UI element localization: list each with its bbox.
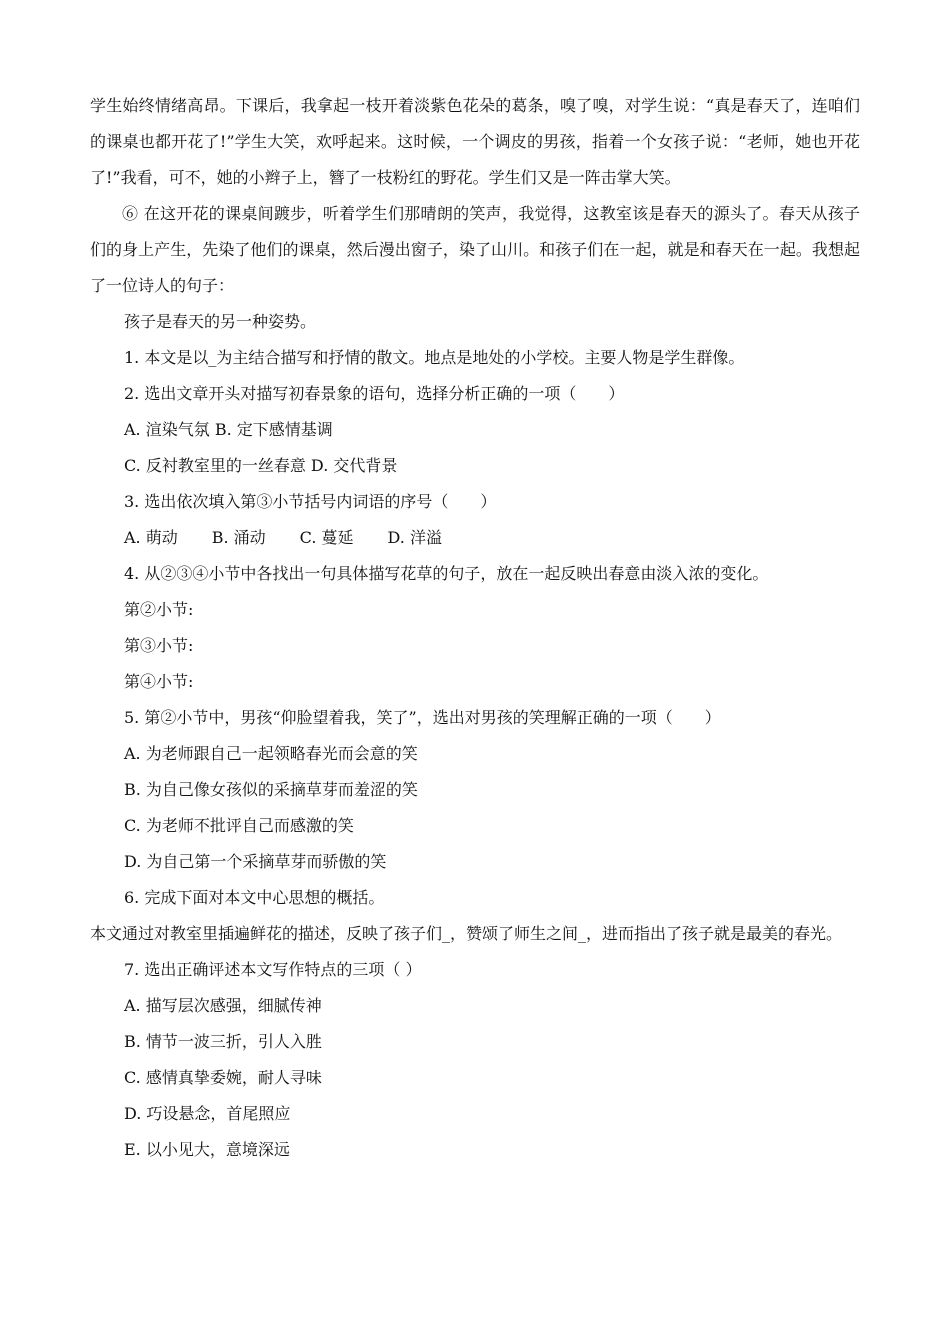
- question-6-stem: 6. 完成下面对本文中心思想的概括。: [124, 888, 385, 907]
- question-4-section-2: 第②小节:: [124, 600, 194, 619]
- question-2-options-ab: A. 渲染气氛 B. 定下感情基调: [124, 420, 333, 439]
- question-5-option-d: D. 为自己第一个采摘草芽而骄傲的笑: [124, 852, 387, 871]
- question-1: 1. 本文是以_为主结合描写和抒情的散文。地点是地处的小学校。主要人物是学生群像。: [124, 348, 745, 367]
- question-3-option-b: B. 涌动: [211, 528, 266, 547]
- question-7-option-c: C. 感情真挚委婉，耐人寻味: [124, 1068, 322, 1087]
- question-3-stem: 3. 选出依次填入第③小节括号内词语的序号（ ）: [124, 492, 497, 511]
- passage-paragraph-6: ⑥ 在这开花的课桌间踱步，听着学生们那晴朗的笑声，我觉得，这教室该是春天的源头了。春天从孩子们的身上产生，先染了他们的课桌，然后漫出窗子，染了山川。和孩子们在一起，就是和春天在一起。我想起了一位诗人的句子：: [90, 204, 860, 295]
- question-3-option-a: A. 萌动: [124, 528, 178, 547]
- question-3-option-c: C. 蔓延: [299, 528, 354, 547]
- question-7-option-e: E. 以小见大，意境深远: [124, 1140, 290, 1159]
- question-4-stem: 4. 从②③④小节中各找出一句具体描写花草的句子，放在一起反映出春意由淡入浓的变化。: [124, 564, 769, 583]
- question-5-option-b: B. 为自己像女孩似的采摘草芽而羞涩的笑: [124, 780, 418, 799]
- question-3-option-d: D. 洋溢: [387, 528, 442, 547]
- question-7-option-b: B. 情节一波三折，引人入胜: [124, 1032, 322, 1051]
- question-6-body: 本文通过对教室里插遍鲜花的描述，反映了孩子们_，赞颂了师生之间_，进而指出了孩子就是最美的春光。: [90, 924, 843, 943]
- question-5-option-a: A. 为老师跟自己一起领略春光而会意的笑: [124, 744, 418, 763]
- question-7-option-a: A. 描写层次感强，细腻传神: [124, 996, 322, 1015]
- question-4-section-3: 第③小节:: [124, 636, 194, 655]
- poem-quote: 孩子是春天的另一种姿势。: [124, 312, 317, 331]
- question-7-option-d: D. 巧设悬念，首尾照应: [124, 1104, 291, 1123]
- question-7-stem: 7. 选出正确评述本文写作特点的三项（ ）: [124, 960, 422, 979]
- question-4-section-4: 第④小节:: [124, 672, 194, 691]
- question-2-stem: 2. 选出文章开头对描写初春景象的语句，选择分析正确的一项（ ）: [124, 384, 625, 403]
- question-5-option-c: C. 为老师不批评自己而感激的笑: [124, 816, 354, 835]
- passage-paragraph-1: 学生始终情绪高昂。下课后，我拿起一枝开着淡紫色花朵的葛条，嗅了嗅，对学生说：“真是春天了，连咱们的课桌也都开花了!”学生大笑，欢呼起来。这时候，一个调皮的男孩，指着一个女孩子说：“老师，她也开花了!”我看，可不，她的小辫子上，簪了一枝粉红的野花。学生们又是一阵击掌大笑。: [90, 96, 860, 187]
- question-2-options-cd: C. 反衬教室里的一丝春意 D. 交代背景: [124, 456, 398, 475]
- question-3-options: [90, 520, 860, 556]
- question-5-stem: 5. 第②小节中，男孩“仰脸望着我，笑了”，选出对男孩的笑理解正确的一项（ ）: [124, 708, 721, 727]
